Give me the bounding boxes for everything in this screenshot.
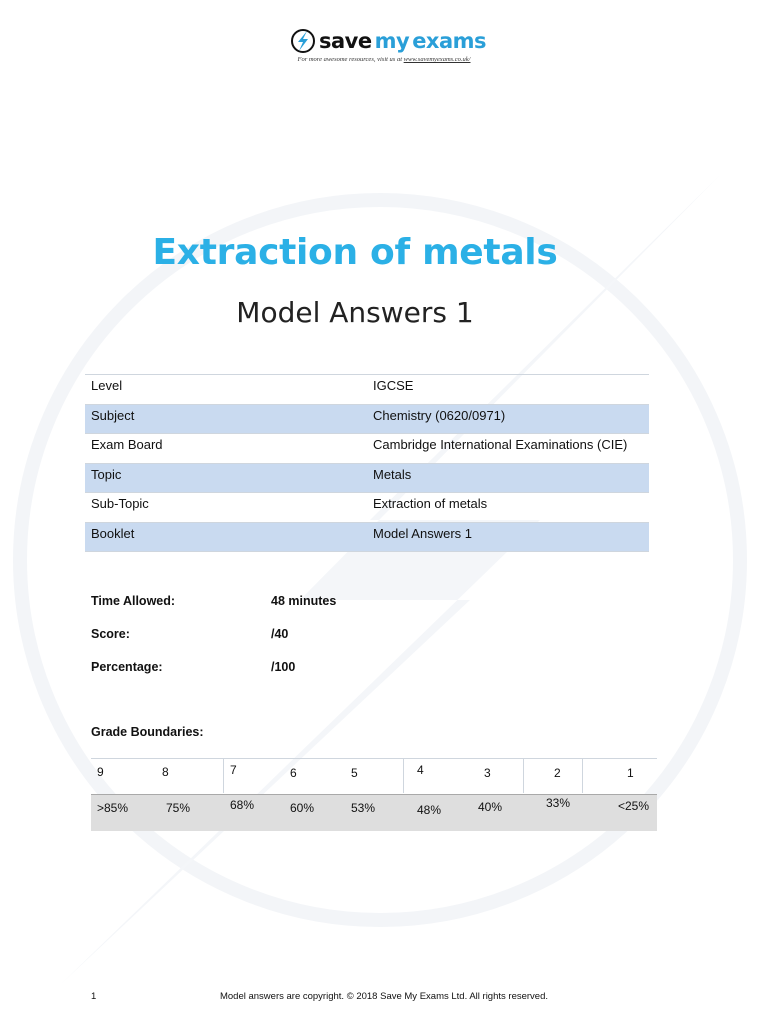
header-tagline: [0, 56, 768, 63]
boundary-cell: 68%: [230, 798, 255, 812]
boundary-cell: 48%: [417, 803, 442, 817]
info-value: Metals: [373, 466, 412, 482]
info-row-subject: [85, 404, 649, 434]
grade-row: [91, 758, 657, 793]
info-row-exam-board: [85, 433, 649, 463]
score-label: Score:: [91, 627, 130, 641]
page-subtitle: Model Answers 1: [236, 296, 474, 329]
grade-divider: [403, 759, 404, 793]
info-value: IGCSE: [373, 378, 414, 393]
logo-text: [319, 29, 486, 53]
boundary-cell: <25%: [618, 799, 650, 813]
grade-boundaries-table: [91, 758, 657, 830]
boundary-cell: 53%: [351, 801, 376, 815]
info-value: Extraction of metals: [373, 496, 488, 511]
info-row-topic: [85, 463, 649, 493]
time-allowed-label: Time Allowed:: [91, 594, 176, 608]
grade-divider: [582, 759, 583, 793]
info-key: Level: [91, 378, 123, 393]
boundary-cell: >85%: [97, 801, 129, 815]
info-value: Cambridge International Examinations (CIE): [373, 437, 628, 452]
grade-cell: 5: [351, 766, 358, 780]
page-number: 1: [91, 991, 97, 1002]
grade-cell: 4: [417, 763, 424, 777]
boundary-cell: 33%: [546, 796, 571, 810]
lightning-logo-icon: [290, 28, 316, 54]
info-table: [85, 374, 649, 552]
score-value: /40: [271, 627, 289, 641]
grade-cell: 9: [97, 765, 104, 779]
time-allowed-value: 48 minutes: [271, 594, 337, 608]
website-link[interactable]: www.savemyexams.co.uk/: [403, 56, 471, 63]
brand-logo[interactable]: [290, 26, 486, 56]
logo-my: my: [374, 29, 410, 53]
boundary-cell: 40%: [478, 800, 503, 814]
grade-cell: 7: [230, 763, 237, 777]
grade-cell: 8: [162, 765, 169, 779]
info-value: Model Answers 1: [373, 525, 472, 541]
logo-save: save: [319, 29, 372, 53]
page-title: Extraction of metals: [152, 232, 558, 273]
boundary-row: [91, 794, 657, 831]
logo-exams: exams: [412, 29, 487, 53]
info-key: Exam Board: [91, 437, 163, 452]
grade-cell: 1: [627, 766, 634, 780]
info-value: Chemistry (0620/0971): [373, 407, 506, 423]
percentage-value: /100: [271, 660, 296, 674]
info-key: Subject: [91, 407, 135, 423]
grade-cell: 2: [554, 766, 561, 780]
grade-divider: [223, 759, 224, 793]
copyright-notice: Model answers are copyright. © 2018 Save My Exams Ltd. All rights reserved.: [219, 991, 549, 1002]
tagline-text: For more awesome resources, visit us at: [297, 56, 403, 63]
info-row-sub-topic: [85, 492, 649, 522]
grade-boundaries-heading: Grade Boundaries:: [91, 725, 204, 739]
percentage-label: Percentage:: [91, 660, 163, 674]
boundary-cell: 60%: [290, 801, 315, 815]
info-key: Sub-Topic: [91, 496, 149, 511]
info-key: Booklet: [91, 525, 135, 541]
info-key: Topic: [91, 466, 122, 482]
boundary-cell: 75%: [166, 801, 191, 815]
info-row-booklet: [85, 522, 649, 553]
grade-divider: [523, 759, 524, 793]
grade-cell: 3: [484, 766, 491, 780]
info-row-level: [85, 374, 649, 404]
grade-cell: 6: [290, 766, 297, 780]
